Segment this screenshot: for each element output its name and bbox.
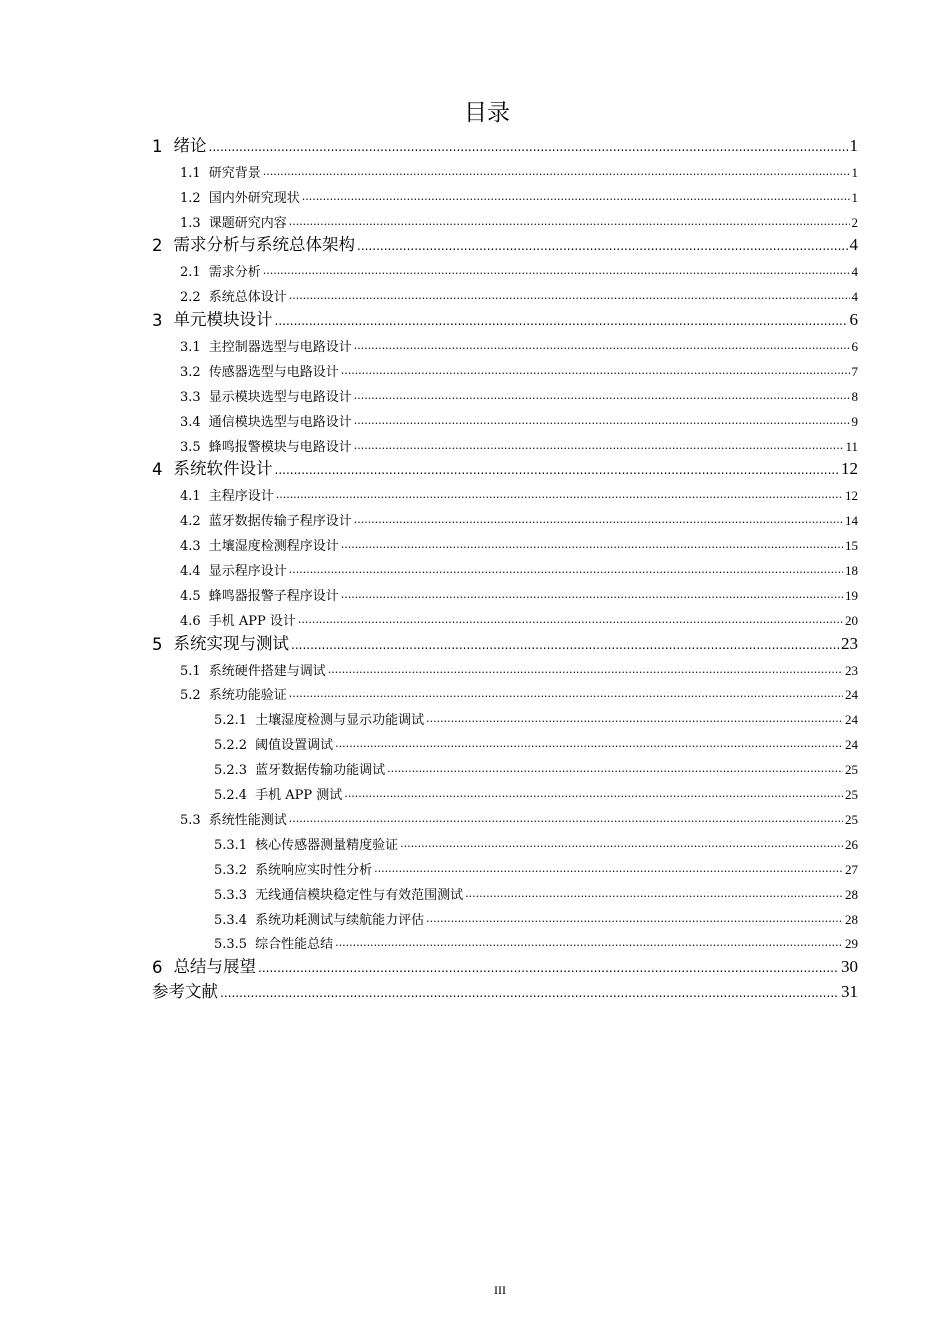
toc-entry[interactable] [152,778,858,803]
toc-entry-page: 24 [845,712,858,728]
toc-entry-number: 1.1 [180,165,201,181]
toc-entry[interactable] [152,928,858,953]
dot-leader [400,838,843,850]
dot-leader [328,664,843,676]
dot-leader [426,913,843,925]
toc-entry-page: 11 [845,438,858,454]
toc-entry-title: 系统功耗测试与续航能力评估 [255,912,425,928]
page-number: III [494,1283,506,1297]
toc-entry-page: 8 [851,388,858,404]
toc-entry-page: 6 [851,339,858,355]
toc-entry[interactable] [152,430,858,455]
toc-entry[interactable] [152,280,858,305]
toc-entry-number: 5 [152,634,163,654]
toc-entry[interactable] [152,156,858,181]
toc-entry-page: 30 [841,957,858,977]
toc-entry-number: 2.2 [180,290,201,306]
toc-entry-page: 1 [851,164,858,180]
toc-entry-number: 2 [152,236,163,256]
dot-leader [263,265,850,277]
toc-entry-number: 3.4 [180,414,201,430]
toc-entry-title: 蓝牙数据传输功能调试 [255,763,386,779]
toc-entry-page: 4 [851,264,858,280]
toc-entry-title: 蓝牙数据传输子程序设计 [208,514,352,530]
toc-entry[interactable] [152,952,858,977]
toc-entry[interactable] [152,305,858,330]
toc-entry-title: 土壤湿度检测程序设计 [208,539,339,555]
toc-entry[interactable] [152,181,858,206]
toc-entry-title: 通信模块选型与电路设计 [208,414,352,430]
toc-entry-number: 4.1 [180,489,201,505]
toc-entry-number: 3.5 [180,439,201,455]
toc-entry-page: 2 [851,214,858,230]
toc-entry-page: 12 [841,459,858,479]
toc-entry-number: 4.3 [180,539,201,555]
toc-entry-page: 14 [845,513,858,529]
dot-leader [289,688,843,700]
toc-entry-page: 23 [841,633,858,653]
toc-entry-number: 4.5 [180,588,201,604]
toc-entry[interactable] [152,753,858,778]
toc-entry-title: 系统总体设计 [208,290,287,306]
toc-entry[interactable] [152,206,858,231]
toc-entry-title: 核心传感器测量精度验证 [255,837,399,853]
toc-entry-page: 4 [851,289,858,305]
toc-entry-page: 29 [845,936,858,952]
toc-entry-number: 5.3.2 [214,862,248,878]
dot-leader [209,141,848,153]
toc-entry-title: 需求分析 [208,265,261,281]
dot-leader [291,639,839,651]
toc-entry[interactable] [152,629,858,654]
toc-entry-page: 19 [845,587,858,603]
toc-entry-number: 5.2 [180,688,201,704]
toc-entry[interactable] [152,703,858,728]
toc-entry-number: 4.2 [180,514,201,530]
toc-entry[interactable] [152,977,858,1002]
dot-leader [374,863,843,875]
dot-leader [341,589,843,601]
toc-entry-title: 蜂鸣报警模块与电路设计 [208,439,352,455]
toc-entry-number: 5.2.2 [214,738,248,754]
toc-entry-title: 蜂鸣器报警子程序设计 [208,588,339,604]
toc-entry-title: 参考文献 [152,982,218,1002]
toc-entry-title: 研究背景 [208,165,261,181]
toc-entry-title: 手机 APP 测试 [255,788,343,804]
toc-entry-page: 28 [845,886,858,902]
toc-entry-number: 5.2.1 [214,713,248,729]
toc-entry-number: 6 [152,958,163,978]
toc-entry[interactable] [152,231,858,256]
toc-entry-page: 24 [845,737,858,753]
dot-leader [275,464,840,476]
toc-entry[interactable] [152,903,858,928]
dot-leader [220,987,839,999]
toc-entry[interactable] [152,255,858,280]
toc-entry-number: 1 [152,136,163,156]
toc-entry-title: 系统软件设计 [173,459,273,479]
toc-entry[interactable] [152,355,858,380]
dot-leader [341,539,843,551]
dot-leader [289,290,850,302]
toc-entry-title: 系统性能测试 [208,812,287,828]
toc-entry-page: 1 [849,135,858,155]
toc-entry-page: 1 [851,189,858,205]
dot-leader [335,738,843,750]
toc-entry-title: 综合性能总结 [255,937,334,953]
toc-entry-title: 系统功能验证 [208,688,287,704]
dot-leader [335,937,843,949]
toc-entry-page: 23 [845,662,858,678]
dot-leader [289,813,843,825]
toc-entry-title: 主程序设计 [208,489,274,505]
toc-entry-page: 25 [845,811,858,827]
toc-entry[interactable] [152,803,858,828]
toc-entry-title: 土壤湿度检测与显示功能调试 [255,713,425,729]
toc-entry[interactable] [152,330,858,355]
toc-entry[interactable] [152,504,858,529]
toc-entry-title: 系统实现与测试 [173,633,289,653]
toc-entry-number: 4 [152,460,163,480]
toc-entry[interactable] [152,654,858,679]
toc-entry[interactable] [152,579,858,604]
toc-entry-title: 手机 APP 设计 [208,613,296,629]
dot-leader [275,315,848,327]
toc-entry[interactable] [152,479,858,504]
toc-entry-number: 5.1 [180,663,201,679]
toc-entry-number: 5.3.1 [214,837,248,853]
toc-entry-number: 1.2 [180,190,201,206]
toc-entry-number: 5.3.4 [214,912,248,928]
toc-entry-page: 15 [845,538,858,554]
dot-leader [289,216,850,228]
toc-entry[interactable] [152,131,858,156]
toc-entry-title: 系统硬件搭建与调试 [208,663,326,679]
toc-entry-number: 5.3.3 [214,887,248,903]
toc-entry-page: 18 [845,563,858,579]
toc-entry-page: 7 [851,363,858,379]
toc-entry-page: 27 [845,861,858,877]
dot-leader [354,514,843,526]
dot-leader [387,763,843,775]
dot-leader [289,564,843,576]
toc-entry-number: 2.1 [180,265,201,281]
dot-leader [298,614,843,626]
toc-entry[interactable] [152,554,858,579]
toc-entry-page: 12 [845,488,858,504]
toc-entry-page: 4 [849,235,858,255]
toc-entry[interactable] [152,728,858,753]
dot-leader [341,365,850,377]
page-title: 目录 [464,100,510,126]
dot-leader [465,888,843,900]
toc-entry[interactable] [152,853,858,878]
dot-leader [354,340,850,352]
toc-entry-title: 绪论 [173,135,207,155]
toc-entry-number: 5.2.4 [214,788,248,804]
toc-entry-title: 国内外研究现状 [208,190,300,206]
toc-entry-page: 26 [845,836,858,852]
dot-leader [354,415,850,427]
toc-entry-number: 5.2.3 [214,763,248,779]
toc-entry[interactable] [152,455,858,480]
toc-entry-number: 3.2 [180,364,201,380]
toc-entry-title: 无线通信模块稳定性与有效范围测试 [255,887,464,903]
toc-entry-number: 4.4 [180,564,201,580]
dot-leader [276,489,843,501]
dot-leader [258,962,839,974]
toc-entry-title: 系统响应实时性分析 [255,862,373,878]
toc-entry-page: 25 [845,787,858,803]
toc-entry-page: 20 [845,612,858,628]
dot-leader [354,390,850,402]
dot-leader [344,788,843,800]
toc-entry[interactable] [152,679,858,704]
toc-entry-number: 3 [152,311,163,331]
toc-entry-title: 课题研究内容 [208,215,287,231]
dot-leader [426,713,843,725]
toc-entry-page: 31 [841,982,858,1002]
toc-entry[interactable] [152,878,858,903]
toc-entry-title: 需求分析与系统总体架构 [173,235,355,255]
toc-entry[interactable] [152,405,858,430]
toc-entry-title: 阈值设置调试 [255,738,334,754]
toc-entry[interactable] [152,828,858,853]
toc-entry-number: 3.1 [180,340,201,356]
toc-entry-title: 传感器选型与电路设计 [208,364,339,380]
toc-entry-title: 单元模块设计 [173,310,273,330]
toc-entry[interactable] [152,529,858,554]
dot-leader [263,166,850,178]
toc-entry-number: 1.3 [180,215,201,231]
table-of-contents [152,131,858,1002]
toc-entry-page: 25 [845,762,858,778]
toc-entry-number: 3.3 [180,389,201,405]
dot-leader [302,191,850,203]
toc-entry[interactable] [152,604,858,629]
toc-entry-page: 6 [849,310,858,330]
toc-entry-title: 总结与展望 [173,957,256,977]
toc-entry-title: 显示模块选型与电路设计 [208,389,352,405]
dot-leader [357,240,848,252]
toc-entry-number: 4.6 [180,613,201,629]
toc-entry-page: 24 [845,687,858,703]
toc-entry[interactable] [152,380,858,405]
toc-entry-page: 9 [851,413,858,429]
toc-entry-number: 5.3 [180,812,201,828]
toc-entry-page: 28 [845,911,858,927]
dot-leader [354,440,844,452]
toc-entry-title: 主控制器选型与电路设计 [208,340,352,356]
toc-entry-title: 显示程序设计 [208,564,287,580]
toc-entry-number: 5.3.5 [214,937,248,953]
